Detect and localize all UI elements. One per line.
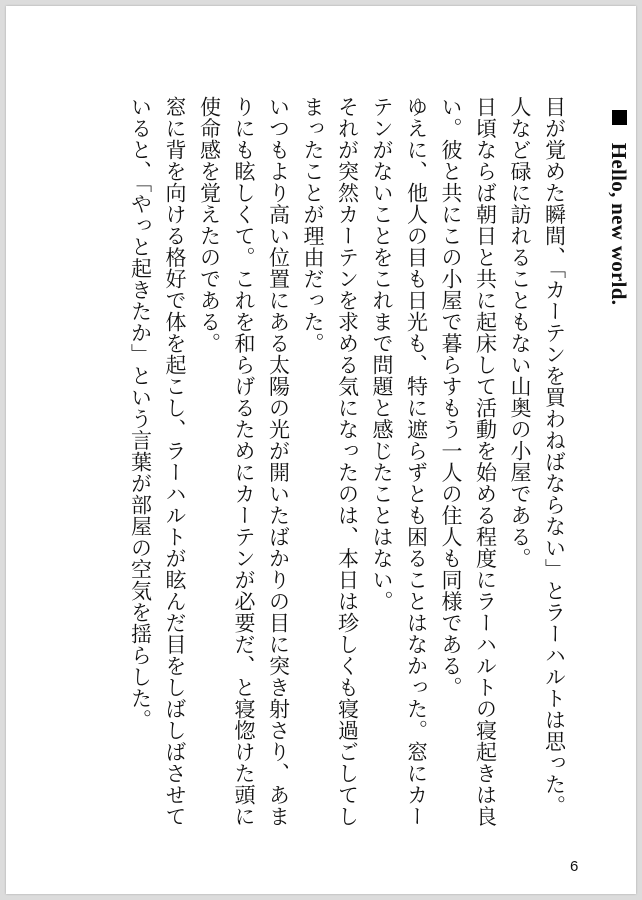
chapter-title: Hello, new world. — [607, 142, 631, 306]
paragraph: ゆえに、他人の目も日光も、特に遮らずとも困ることはなかった。窓にカーテンがないことをこれまで問題と感じたことはない。 — [370, 96, 429, 827]
chapter-heading — [602, 96, 637, 836]
paragraph: 目が覚めた瞬間、「カーテンを買わねばならない」とラーハルトは思った。 — [542, 96, 567, 817]
paragraph: 人など碌に訪れることもない山奥の小屋である。 — [508, 96, 532, 569]
paragraph: 窓に背を向ける格好で体を起こし、ラーハルトが眩んだ目をしばしばさせていると、「やっと起きたか」という言葉が部屋の空気を揺らした。 — [128, 96, 187, 827]
page-number: 6 — [570, 858, 579, 875]
paragraph: いつもより高い位置にある太陽の光が開いたばかりの目に突き射さり、あまりにも眩しくて。これを和らげるためにカーテンが必要だ、と寝惚けた頭に使命感を覚えたのである。 — [197, 96, 291, 827]
square-bullet-icon — [612, 110, 627, 125]
book-page — [6, 6, 636, 894]
vertical-text-body — [0, 96, 636, 836]
paragraph: それが突然カーテンを求める気になったのは、本日は珍しくも寝過ごしてしまったことが理由だった。 — [301, 96, 360, 827]
paragraph: 日頃ならば朝日と共に起床して活動を始める程度にラーハルトの寝起きは良い。彼と共にこの小屋で暮らすもう一人の住人も同様である。 — [439, 96, 498, 827]
